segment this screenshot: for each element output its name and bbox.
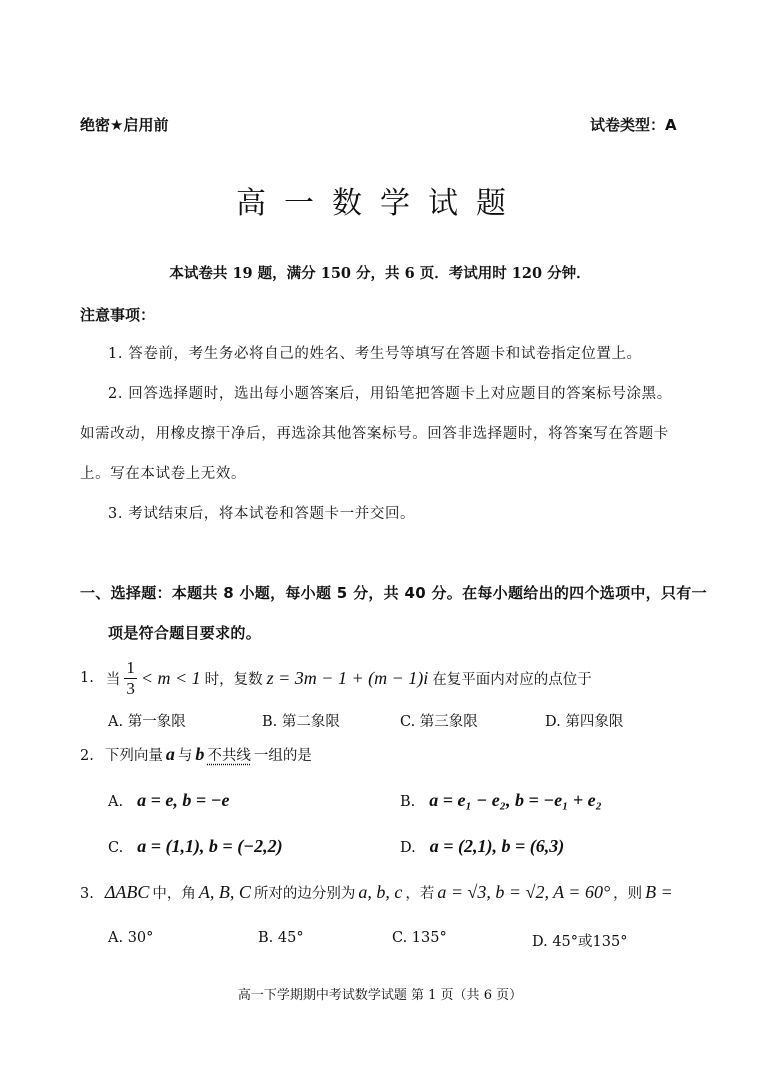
vector-b: b <box>195 744 205 764</box>
q3-option-a: A. 30° <box>108 930 154 946</box>
q3-option-b: B. 45° <box>258 930 304 946</box>
note-item-2-line-3: 上。写在本试卷上无效。 <box>80 466 247 482</box>
note-item-2-line-1: 2. 回答选择题时，选出每小题答案后，用铅笔把答题卡上对应题目的答案标号涂黑。 <box>108 386 672 402</box>
note-item-2-line-2: 如需改动，用橡皮擦干净后，再选涂其他答案标号。回答非选择题时，将答案写在答题卡 <box>80 426 669 442</box>
fraction <box>124 658 137 699</box>
ask-expr: B = <box>645 882 673 902</box>
paper-type-label: 试卷类型：A <box>590 116 677 134</box>
given-values: a = √3, b = √2, A = 60° <box>437 882 611 902</box>
option-expr: a = (1,1), b = (−2,2) <box>137 836 283 856</box>
option-expr: a = e, b = −e <box>137 790 230 810</box>
page-footer: 高一下学期期中考试数学试题 第 1 页（共 6 页） <box>237 988 523 1003</box>
q1-option-d: D. 第四象限 <box>545 714 624 730</box>
fraction-numerator: 1 <box>126 657 135 677</box>
complex-expr: z = 3m − 1 + (m − 1)i <box>266 667 429 688</box>
question-text: 与 <box>177 748 193 764</box>
emphasized-text: 不共线 <box>207 748 251 764</box>
question-1 <box>80 654 592 702</box>
note-item-3: 3. 考试结束后，将本试卷和答题卡一并交回。 <box>108 506 416 522</box>
question-3 <box>80 882 673 903</box>
section-heading-line-2: 项是符合题目要求的。 <box>108 624 262 642</box>
page-title: 高一数学试题 <box>236 186 524 221</box>
q1-option-a: A. 第一象限 <box>108 714 186 730</box>
question-text: 当 <box>105 671 121 688</box>
q2-option-c <box>108 836 283 857</box>
exam-intro: 本试卷共 19 题，满分 150 分，共 6 页．考试用时 120 分钟． <box>169 265 591 282</box>
angles: A, B, C <box>198 882 251 902</box>
question-text: 时，复数 <box>204 671 263 688</box>
section-heading-line-1: 一、选择题：本题共 8 小题，每小题 5 分，共 40 分。在每小题给出的四个选项中，只有一 <box>80 584 707 602</box>
confidential-label: 绝密★启用前 <box>80 116 169 134</box>
option-label: D. <box>400 840 416 856</box>
q3-option-d: D. 45°或135° <box>532 934 628 950</box>
question-text: ，则 <box>613 886 643 902</box>
q1-option-b: B. 第二象限 <box>262 714 340 730</box>
question-text: 一组的是 <box>253 748 312 764</box>
q2-option-a <box>108 790 230 811</box>
q2-option-b <box>400 790 602 811</box>
q3-option-c: C. 135° <box>392 930 447 946</box>
notes-heading: 注意事项： <box>80 306 156 324</box>
option-expr: a = (2,1), b = (6,3) <box>429 836 565 856</box>
question-text: 下列向量 <box>104 748 163 764</box>
option-label: B. <box>400 794 416 810</box>
question-2 <box>80 744 312 765</box>
fraction-denominator: 3 <box>126 678 135 698</box>
question-text: 在复平面内对应的点位于 <box>432 671 592 688</box>
option-label: A. <box>108 794 124 810</box>
sides: a, b, c <box>358 882 403 902</box>
note-item-1: 1. 答卷前，考生务必将自己的姓名、考生号等填写在答题卡和试卷指定位置上。 <box>108 346 642 362</box>
question-number: 1. <box>80 670 94 686</box>
option-expr: a = e₁ − e₂, b = −e₁ + e₂ <box>429 790 602 810</box>
condition-expr: < m < 1 <box>140 667 201 688</box>
question-text: 中，角 <box>152 886 196 902</box>
question-number: 2. <box>80 748 94 764</box>
q2-option-d <box>400 836 564 857</box>
question-text: 所对的边分别为 <box>253 886 356 902</box>
q1-option-c: C. 第三象限 <box>400 714 478 730</box>
option-label: C. <box>108 840 124 856</box>
triangle-name: ΔABC <box>104 882 150 902</box>
vector-a: a <box>165 744 175 764</box>
question-number: 3. <box>80 886 94 902</box>
question-text: ，若 <box>405 886 435 902</box>
